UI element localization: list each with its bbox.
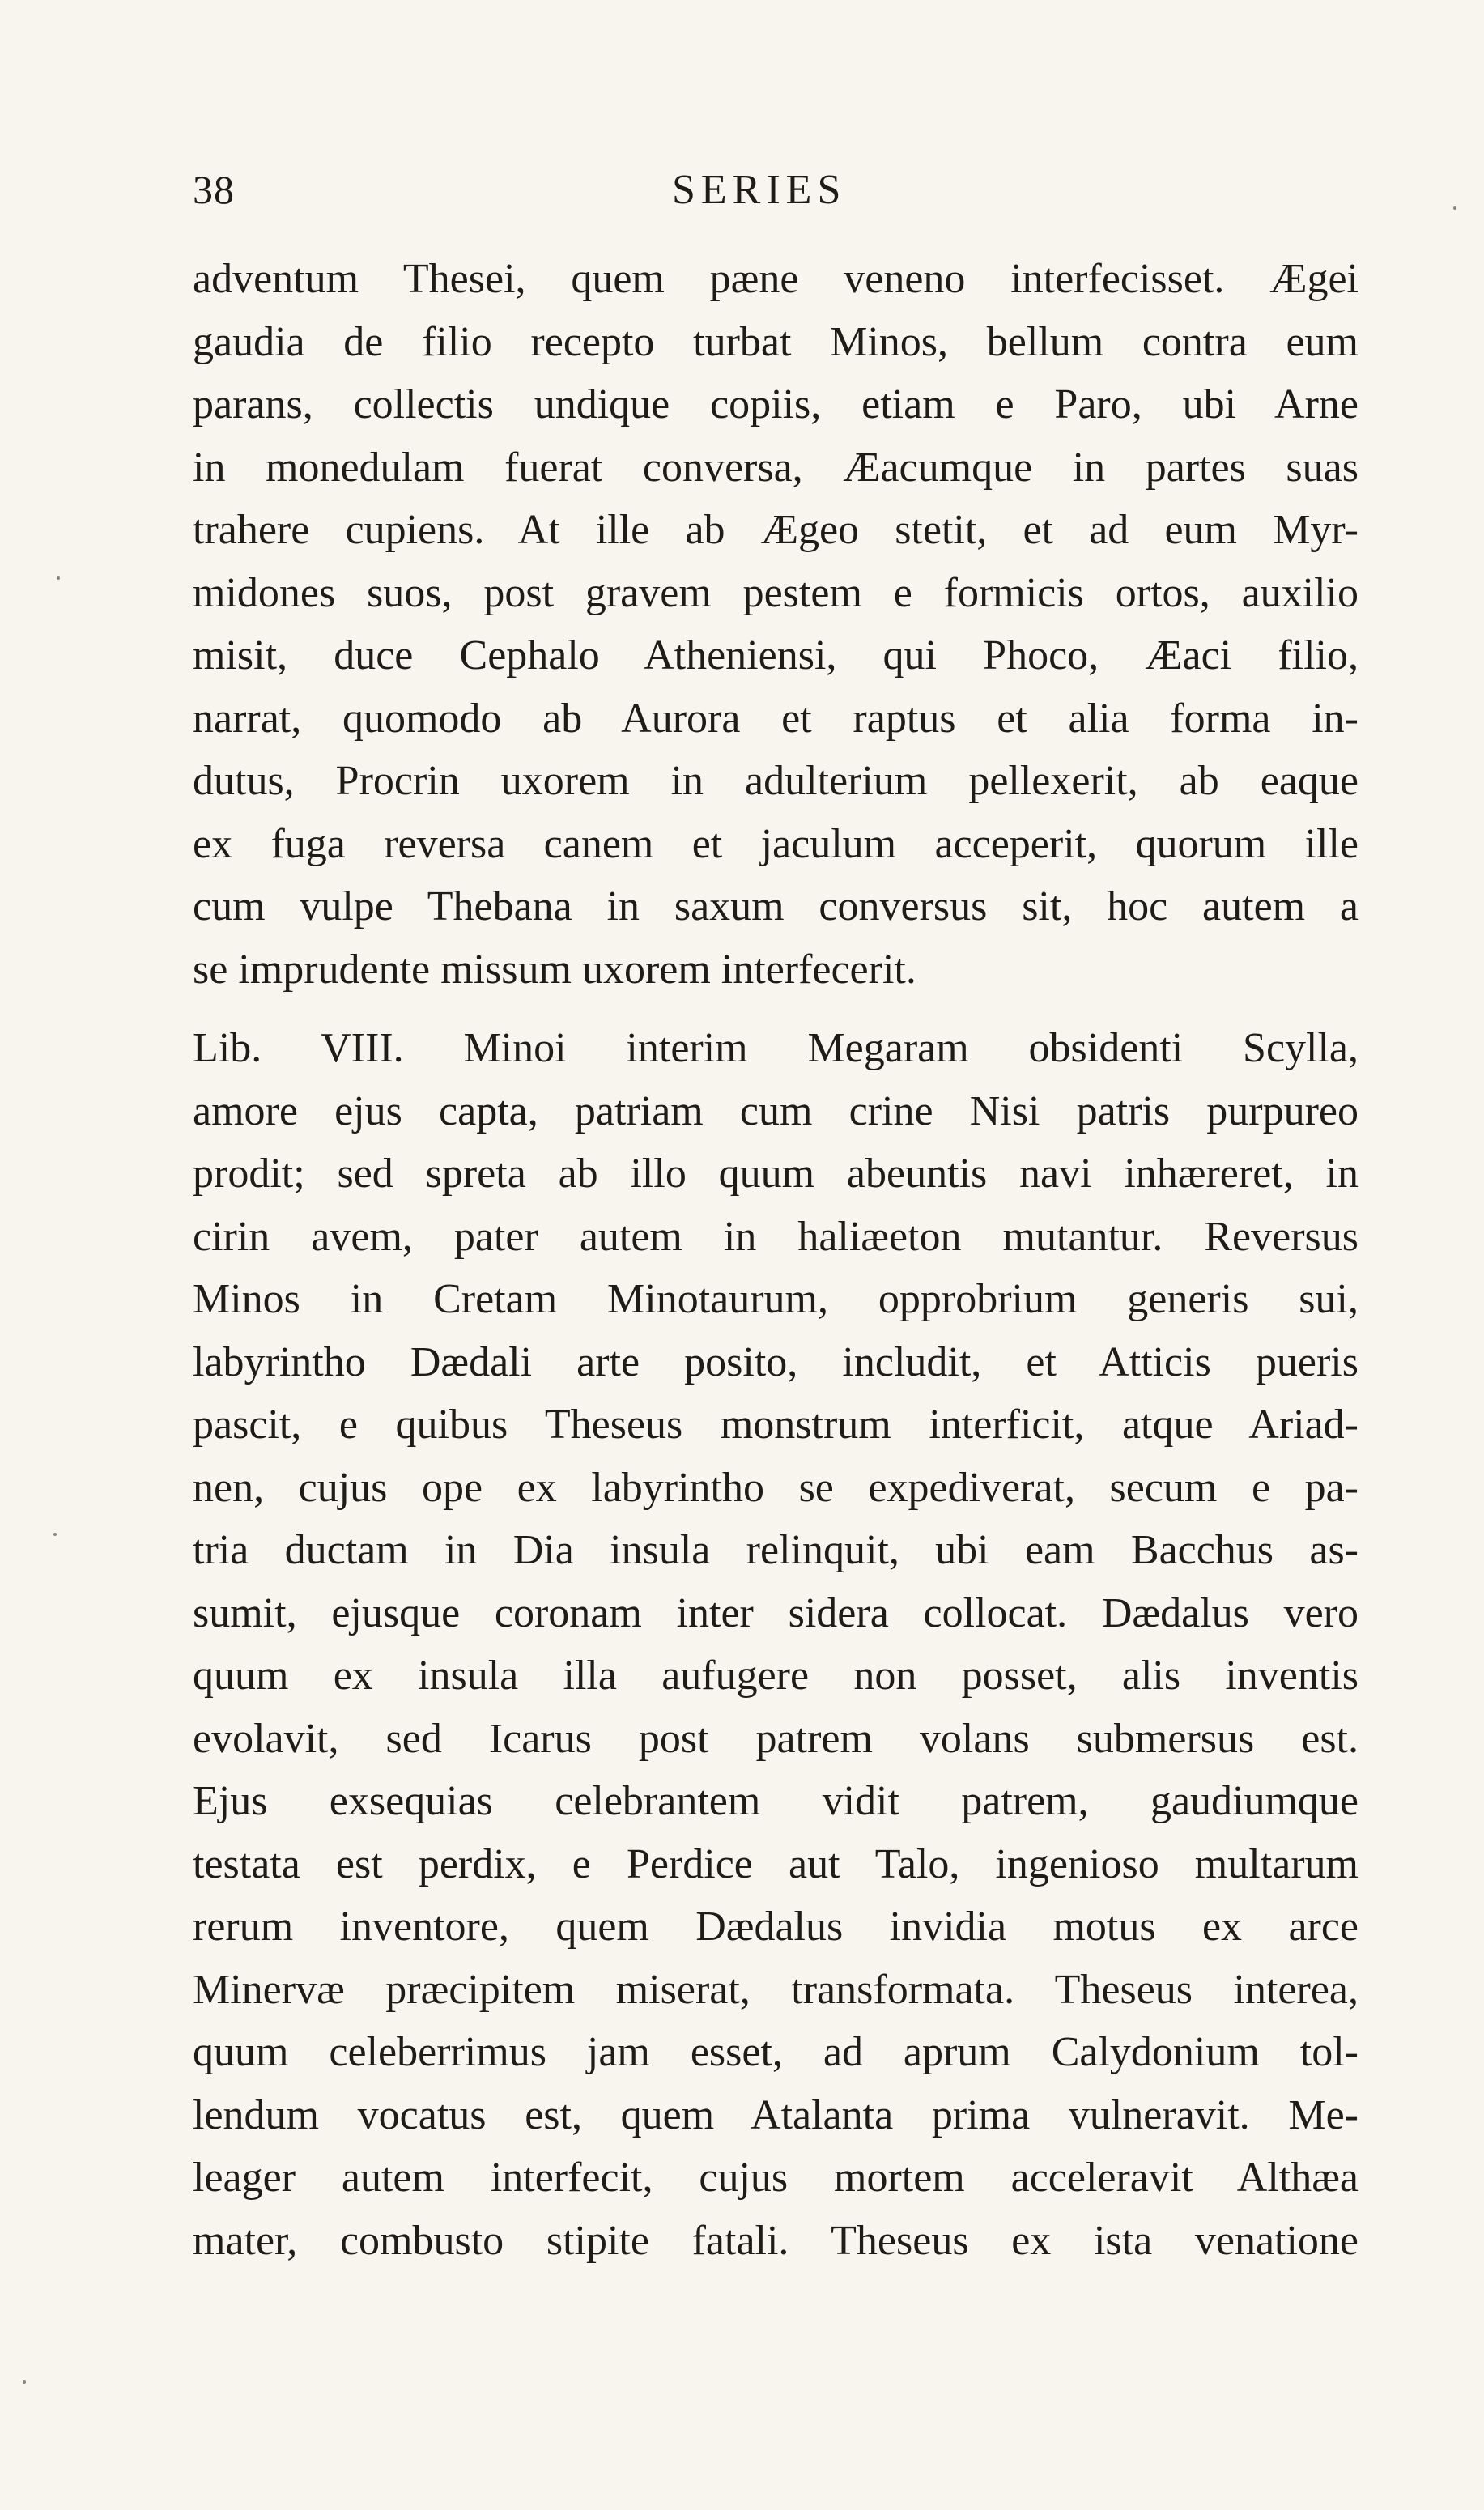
text-line: mater, combusto stipite fatali. Theseus ex ista venatione	[193, 2217, 1359, 2264]
text-line: in monedulam fuerat conversa, Æacumque in partes suas	[193, 444, 1359, 491]
scan-speck	[57, 576, 60, 580]
text-line: adventum Thesei, quem pæne veneno interfecisset. Ægei	[193, 256, 1359, 302]
text-line: pascit, e quibus Theseus monstrum interficit, atque Ariad-	[193, 1402, 1359, 1448]
text-line: misit, duce Cephalo Atheniensi, qui Phoco, Æaci filio,	[193, 632, 1359, 679]
text-line: rerum inventore, quem Dædalus invidia motus ex arce	[193, 1904, 1359, 1950]
body-text	[193, 248, 1359, 2272]
scan-speck	[53, 1533, 57, 1536]
text-line: testata est perdix, e Perdice aut Talo, ingenioso multarum	[193, 1840, 1359, 1887]
scan-speck	[1453, 206, 1456, 210]
text-line: prodit; sed spreta ab illo quum abeuntis navi inhæreret, in	[193, 1151, 1359, 1197]
text-line: Ejus exsequias celebrantem vidit patrem, gaudiumque	[193, 1778, 1359, 1824]
text-line: midones suos, post gravem pestem e formicis ortos, auxilio	[193, 569, 1359, 616]
text-line: leager autem interfecit, cujus mortem acceleravit Althæa	[193, 2155, 1359, 2201]
text-line: labyrintho Dædali arte posito, includit, et Atticis pueris	[193, 1338, 1359, 1385]
page-number: 38	[193, 167, 235, 212]
text-line: cirin avem, pater autem in haliæeton mutantur. Reversus	[193, 1213, 1359, 1260]
scan-speck	[23, 2380, 26, 2384]
text-line: lendum vocatus est, quem Atalanta prima vulneravit. Me-	[193, 2091, 1359, 2138]
text-line: quum celeberrimus jam esset, ad aprum Calydonium tol-	[193, 2029, 1359, 2075]
text-line: trahere cupiens. At ille ab Ægeo stetit, et ad eum Myr-	[193, 507, 1359, 553]
text-line: Minos in Cretam Minotaurum, opprobrium generis sui,	[193, 1276, 1359, 1322]
paragraph-gap	[193, 1001, 1359, 1017]
text-line: se imprudente missum uxorem interfecerit.	[193, 946, 916, 993]
page-header	[193, 166, 1359, 231]
running-head: SERIES	[672, 167, 847, 213]
text-line: amore ejus capta, patriam cum crine Nisi patris purpureo	[193, 1087, 1359, 1134]
text-line: gaudia de filio recepto turbat Minos, bellum contra eum	[193, 318, 1359, 365]
text-line: ex fuga reversa canem et jaculum acceperit, quorum ille	[193, 820, 1359, 867]
text-line: narrat, quomodo ab Aurora et raptus et alia forma in-	[193, 695, 1359, 742]
text-line: cum vulpe Thebana in saxum conversus sit, hoc autem a	[193, 883, 1359, 930]
text-line: nen, cujus ope ex labyrintho se expediverat, secum e pa-	[193, 1464, 1359, 1511]
text-line: sumit, ejusque coronam inter sidera collocat. Dædalus vero	[193, 1589, 1359, 1636]
text-line: Minervæ præcipitem miserat, transformata. Theseus interea,	[193, 1966, 1359, 2013]
text-line: dutus, Procrin uxorem in adulterium pellexerit, ab eaque	[193, 758, 1359, 804]
text-line: Lib. VIII. Minoi interim Megaram obsidenti Scylla,	[193, 1025, 1359, 1071]
text-line: evolavit, sed Icarus post patrem volans submersus est.	[193, 1715, 1359, 1762]
text-line: quum ex insula illa aufugere non posset, alis inventis	[193, 1653, 1359, 1699]
text-line: parans, collectis undique copiis, etiam e Paro, ubi Arne	[193, 381, 1359, 428]
text-line: tria ductam in Dia insula relinquit, ubi eam Bacchus as-	[193, 1527, 1359, 1573]
